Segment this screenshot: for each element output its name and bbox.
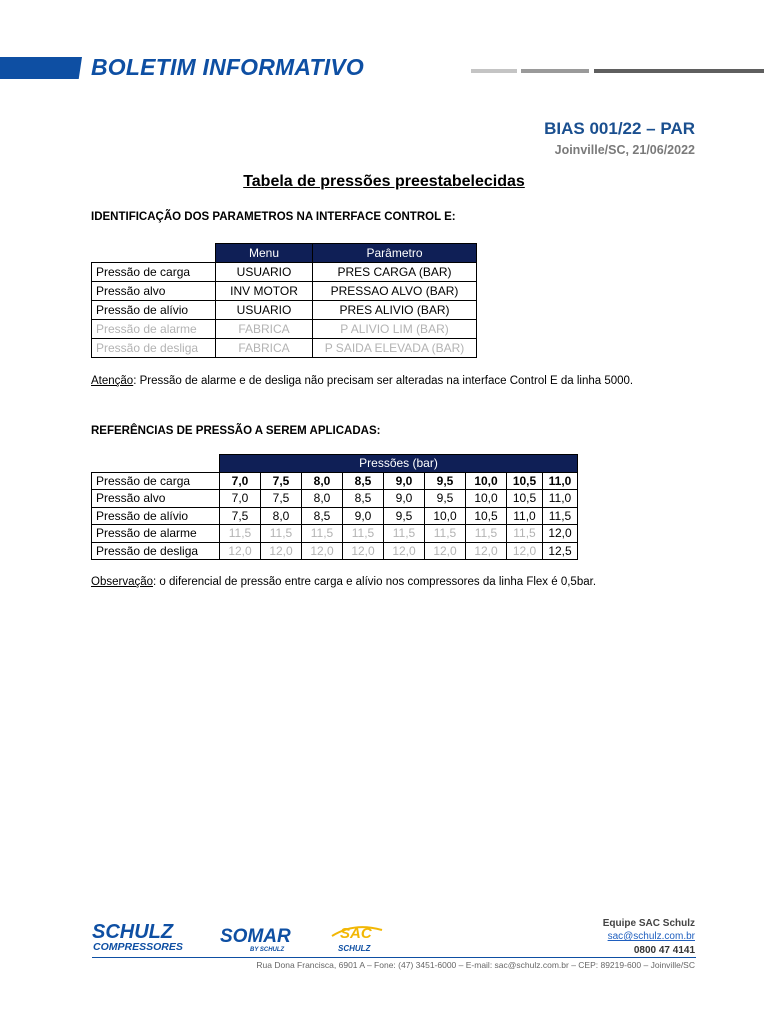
pressure-value-cell: 11,0 <box>543 490 578 508</box>
pressure-value-cell: 11,5 <box>425 525 466 543</box>
pressure-value-cell: 7,0 <box>220 490 261 508</box>
observation-note <box>91 576 596 588</box>
row-label: Pressão de desliga <box>92 339 216 358</box>
header-line-light <box>471 69 517 73</box>
row-label: Pressão de alívio <box>92 301 216 320</box>
table-corner <box>92 455 220 473</box>
parameter-cell: P SAIDA ELEVADA (BAR) <box>313 339 477 358</box>
pressure-table <box>91 454 578 560</box>
pressure-value-cell: 9,0 <box>343 507 384 525</box>
pressure-value-cell: 12,0 <box>425 542 466 560</box>
menu-cell: USUARIO <box>216 301 313 320</box>
table-corner <box>92 244 216 263</box>
pressure-value-cell: 8,0 <box>302 490 343 508</box>
pressure-value-cell: 11,0 <box>507 507 543 525</box>
header-line-mid <box>521 69 589 73</box>
column-header-pressures: Pressões (bar) <box>220 455 578 473</box>
schulz-logo <box>92 921 183 953</box>
pressure-value-cell: 10,5 <box>507 490 543 508</box>
row-label: Pressão alvo <box>92 490 220 508</box>
pressure-value-cell: 7,5 <box>220 507 261 525</box>
pressure-value-cell: 9,0 <box>384 490 425 508</box>
table-row <box>92 525 578 543</box>
table-row <box>92 282 477 301</box>
pressure-value-cell: 12,0 <box>220 542 261 560</box>
table-row <box>92 542 578 560</box>
table-row <box>92 490 578 508</box>
row-label: Pressão de alarme <box>92 525 220 543</box>
attention-text: : Pressão de alarme e de desliga não precisam ser alteradas na interface Control E da linha 5000. <box>133 375 634 387</box>
row-label: Pressão alvo <box>92 282 216 301</box>
pressure-value-cell: 11,5 <box>302 525 343 543</box>
row-label: Pressão de alarme <box>92 320 216 339</box>
somar-logo-text: SOMAR <box>220 926 291 947</box>
section-heading-references: REFERÊNCIAS DE PRESSÃO A SEREM APLICADAS: <box>91 425 381 437</box>
menu-cell: INV MOTOR <box>216 282 313 301</box>
parameters-table <box>91 243 477 358</box>
pressure-value-cell: 10,5 <box>507 472 543 490</box>
menu-cell: USUARIO <box>216 263 313 282</box>
attention-label: Atenção <box>91 375 134 387</box>
row-label: Pressão de alívio <box>92 507 220 525</box>
table-row <box>92 507 578 525</box>
pressure-value-cell: 9,5 <box>384 507 425 525</box>
footer-phone: 0800 47 4141 <box>633 945 695 956</box>
pressure-value-cell: 10,0 <box>425 507 466 525</box>
pressure-value-cell: 12,0 <box>507 542 543 560</box>
pressure-value-cell: 12,0 <box>384 542 425 560</box>
pressure-value-cell: 8,0 <box>261 507 302 525</box>
sac-logo-subtext: SCHULZ <box>338 944 371 953</box>
footer-team: Equipe SAC Schulz <box>602 918 695 929</box>
pressure-table-header <box>92 455 578 473</box>
table-row <box>92 320 477 339</box>
menu-cell: FABRICA <box>216 339 313 358</box>
bulletin-place-date: Joinville/SC, 21/06/2022 <box>554 143 695 157</box>
section-heading-parameters: IDENTIFICAÇÃO DOS PARAMETROS NA INTERFACE CONTROL E: <box>91 211 456 223</box>
pressure-value-cell: 9,0 <box>384 472 425 490</box>
row-label: Pressão de carga <box>92 263 216 282</box>
bulletin-code: BIAS 001/22 – PAR <box>544 119 695 138</box>
table-row <box>92 263 477 282</box>
pressure-value-cell: 8,5 <box>343 490 384 508</box>
pressure-value-cell: 12,5 <box>543 542 578 560</box>
sac-logo <box>332 925 382 953</box>
footer-address: Rua Dona Francisca, 6901 A – Fone: (47) 3451-6000 – E-mail: sac@schulz.com.br – CEP: 89219-600 – Joinville/SC <box>256 960 695 970</box>
pressure-value-cell: 11,5 <box>261 525 302 543</box>
pressure-value-cell: 8,0 <box>302 472 343 490</box>
pressure-value-cell: 9,5 <box>425 490 466 508</box>
pressure-value-cell: 12,0 <box>543 525 578 543</box>
column-header-parameter: Parâmetro <box>313 244 477 263</box>
attention-note <box>91 375 633 387</box>
parameter-cell: P ALIVIO LIM (BAR) <box>313 320 477 339</box>
pressure-value-cell: 7,5 <box>261 472 302 490</box>
somar-logo <box>220 926 291 953</box>
document-title <box>0 173 768 191</box>
pressure-value-cell: 10,5 <box>466 507 507 525</box>
pressure-value-cell: 12,0 <box>466 542 507 560</box>
parameter-cell: PRES ALIVIO (BAR) <box>313 301 477 320</box>
pressure-value-cell: 12,0 <box>343 542 384 560</box>
pressure-value-cell: 11,5 <box>466 525 507 543</box>
pressure-value-cell: 11,5 <box>384 525 425 543</box>
table-row <box>92 472 578 490</box>
pressure-value-cell: 11,5 <box>343 525 384 543</box>
pressure-value-cell: 8,5 <box>302 507 343 525</box>
pressure-value-cell: 11,0 <box>543 472 578 490</box>
somar-logo-subtext: BY SCHULZ <box>250 947 285 953</box>
schulz-logo-text: SCHULZ <box>92 921 174 943</box>
pressure-value-cell: 12,0 <box>261 542 302 560</box>
header-line-dark <box>594 69 764 73</box>
header-accent-bar <box>0 57 82 79</box>
schulz-logo-subtext: COMPRESSORES <box>93 941 183 953</box>
row-label: Pressão de carga <box>92 472 220 490</box>
observation-label: Observação <box>91 576 154 588</box>
bulletin-title: BOLETIM INFORMATIVO <box>91 54 364 80</box>
footer-divider <box>92 957 696 958</box>
observation-text: : o diferencial de pressão entre carga e alívio nos compressores da linha Flex é 0,5bar. <box>153 576 597 588</box>
pressure-value-cell: 12,0 <box>302 542 343 560</box>
pressure-value-cell: 7,5 <box>261 490 302 508</box>
pressure-value-cell: 9,5 <box>425 472 466 490</box>
pressure-value-cell: 11,5 <box>220 525 261 543</box>
table-row <box>92 301 477 320</box>
table-row <box>92 339 477 358</box>
document-title-text: Tabela de pressões preestabelecidas <box>243 173 525 190</box>
parameter-cell: PRES CARGA (BAR) <box>313 263 477 282</box>
column-header-menu: Menu <box>216 244 313 263</box>
pressure-value-cell: 10,0 <box>466 472 507 490</box>
footer-logos <box>92 920 392 956</box>
parameters-table-header <box>92 244 477 263</box>
pressure-value-cell: 11,5 <box>507 525 543 543</box>
pressure-table-body <box>92 472 578 560</box>
pressure-value-cell: 7,0 <box>220 472 261 490</box>
footer-email-link[interactable]: sac@schulz.com.br <box>607 931 695 942</box>
pressure-value-cell: 11,5 <box>543 507 578 525</box>
menu-cell: FABRICA <box>216 320 313 339</box>
pressure-value-cell: 8,5 <box>343 472 384 490</box>
row-label: Pressão de desliga <box>92 542 220 560</box>
sac-logo-text: SAC <box>340 925 372 942</box>
pressure-value-cell: 10,0 <box>466 490 507 508</box>
parameter-cell: PRESSAO ALVO (BAR) <box>313 282 477 301</box>
